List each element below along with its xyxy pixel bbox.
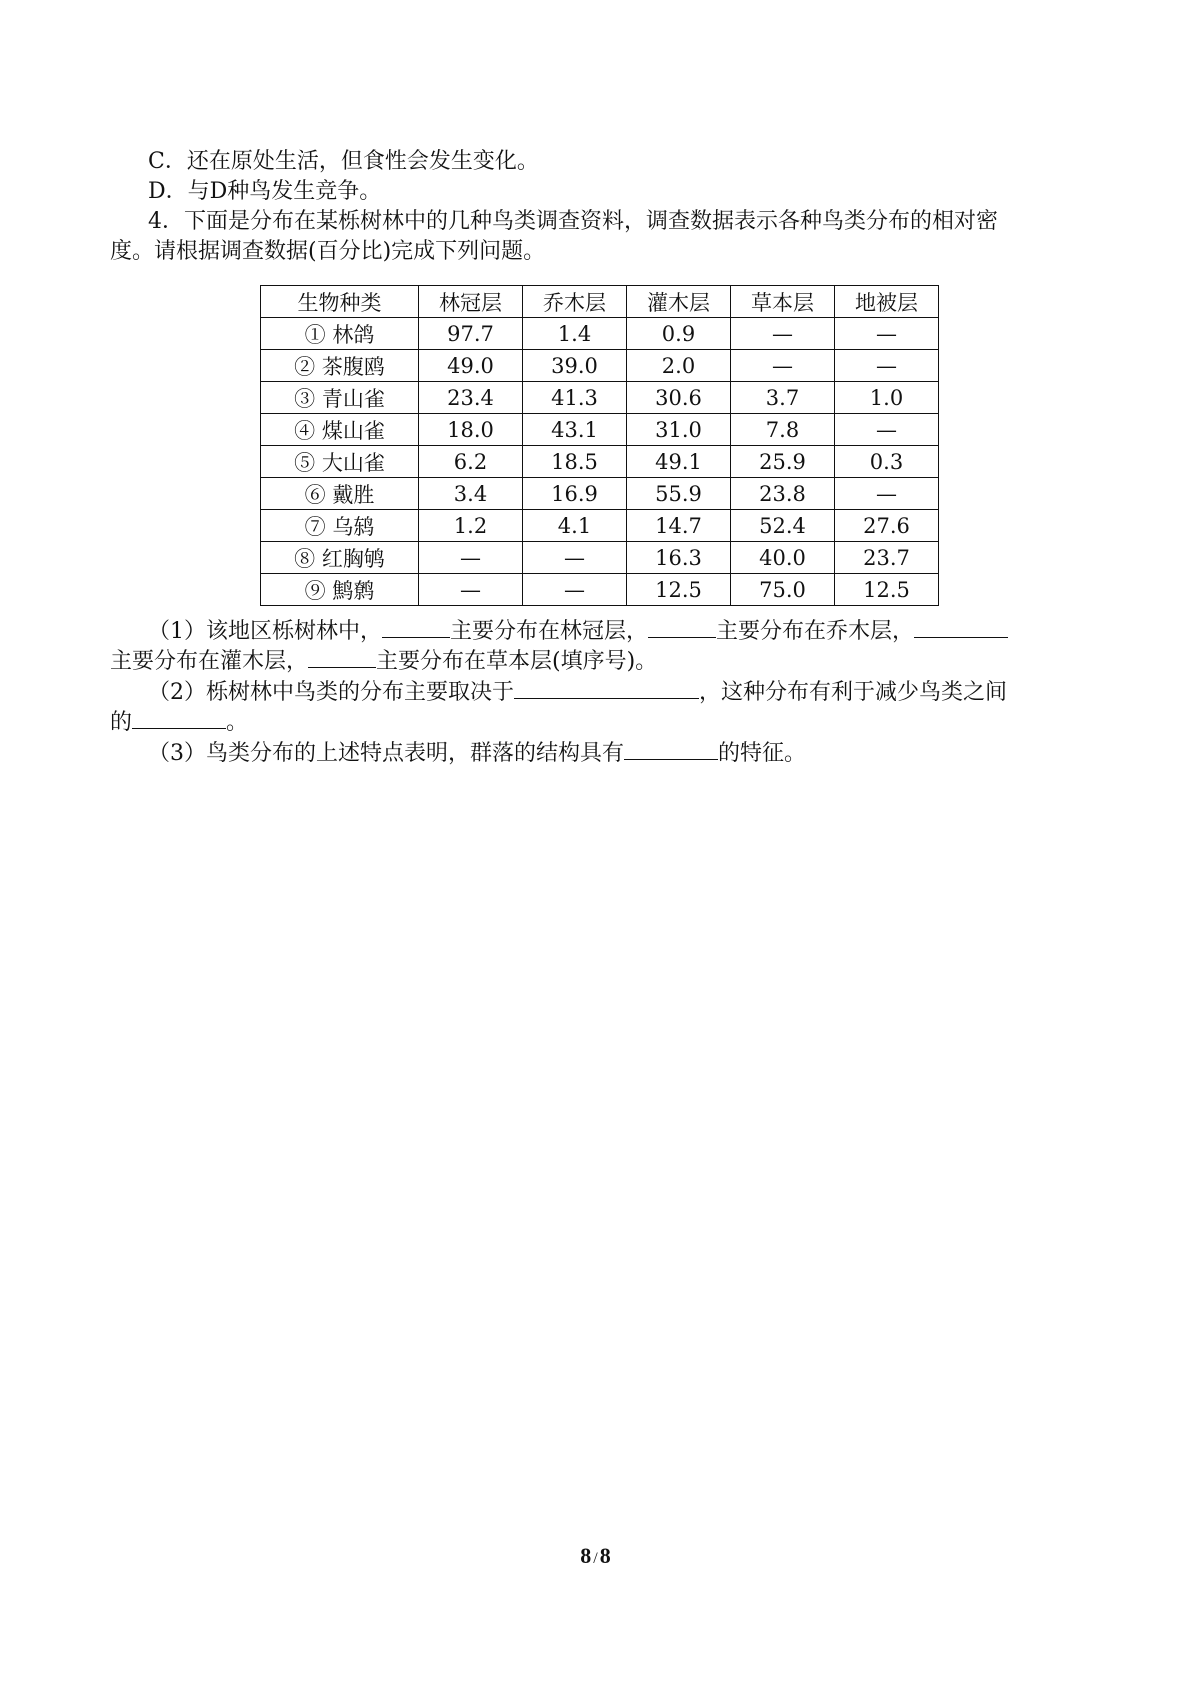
density-value-cell: 25.9 [731, 446, 835, 478]
density-value-cell: 3.4 [419, 478, 523, 510]
density-value-cell: 0.9 [627, 318, 731, 350]
table-header-cell: 乔木层 [523, 286, 627, 318]
answer-blank[interactable] [308, 645, 376, 668]
table-row [261, 318, 939, 350]
density-value-cell: 27.6 [835, 510, 939, 542]
table-row [261, 414, 939, 446]
answer-blank[interactable] [382, 615, 450, 638]
density-value-cell: 7.8 [731, 414, 835, 446]
question-4-intro-line2: 度。请根据调查数据(百分比)完成下列问题。 [110, 239, 546, 264]
density-value-cell: 23.7 [835, 542, 939, 574]
density-value-cell: 23.8 [731, 478, 835, 510]
density-value-cell: — [419, 542, 523, 574]
subquestion-1-line1 [148, 615, 1008, 647]
subq2-text-b: ，这种分布有利于减少鸟类之间 [699, 680, 1008, 705]
subq1-text-b: 主要分布在林冠层， [450, 619, 649, 644]
question-4-intro-line1: 4．下面是分布在某栎树林中的几种鸟类调查资料，调查数据表示各种鸟类分布的相对密 [148, 209, 998, 234]
density-value-cell: 16.9 [523, 478, 627, 510]
subq2-text-a: （2）栎树林中鸟类的分布主要取决于 [148, 680, 514, 705]
subq2-text-c: 的 [110, 710, 133, 735]
option-c: C．还在原处生活，但食性会发生变化。 [148, 149, 539, 174]
density-value-cell: 12.5 [627, 574, 731, 606]
density-value-cell: 2.0 [627, 350, 731, 382]
table-header-cell: 草本层 [731, 286, 835, 318]
species-name-cell: ③ 青山雀 [261, 382, 419, 414]
table-row [261, 510, 939, 542]
density-value-cell: 49.1 [627, 446, 731, 478]
density-value-cell: 30.6 [627, 382, 731, 414]
density-value-cell: 18.5 [523, 446, 627, 478]
density-value-cell: 43.1 [523, 414, 627, 446]
page-separator: / [593, 1550, 598, 1567]
density-value-cell: 1.0 [835, 382, 939, 414]
density-value-cell: 23.4 [419, 382, 523, 414]
density-value-cell: 41.3 [523, 382, 627, 414]
density-value-cell: 1.2 [419, 510, 523, 542]
density-value-cell: — [523, 542, 627, 574]
page-number [0, 1543, 1191, 1569]
species-name-cell: ⑨ 鹪鹩 [261, 574, 419, 606]
bird-distribution-table [260, 285, 939, 606]
option-d: D．与D种鸟发生竞争。 [148, 179, 382, 204]
species-name-cell: ④ 煤山雀 [261, 414, 419, 446]
density-value-cell: 49.0 [419, 350, 523, 382]
table-row [261, 574, 939, 606]
subq1-text-a: （1）该地区栎树林中， [148, 619, 382, 644]
density-value-cell: 52.4 [731, 510, 835, 542]
species-name-cell: ⑥ 戴胜 [261, 478, 419, 510]
density-value-cell: 31.0 [627, 414, 731, 446]
table-header-row [261, 286, 939, 318]
species-name-cell: ⑦ 乌鸫 [261, 510, 419, 542]
answer-blank[interactable] [624, 737, 718, 760]
density-value-cell: 97.7 [419, 318, 523, 350]
species-name-cell: ⑤ 大山雀 [261, 446, 419, 478]
subq2-text-d: 。 [226, 710, 249, 735]
density-value-cell: 55.9 [627, 478, 731, 510]
density-value-cell: 3.7 [731, 382, 835, 414]
answer-blank[interactable] [132, 706, 226, 729]
table-header-cell: 地被层 [835, 286, 939, 318]
subq1-text-e: 主要分布在草本层(填序号)。 [376, 649, 658, 674]
species-name-cell: ⑧ 红胸鸲 [261, 542, 419, 574]
density-value-cell: 40.0 [731, 542, 835, 574]
table-row [261, 446, 939, 478]
subquestion-2-line1 [148, 676, 1007, 708]
density-value-cell: 16.3 [627, 542, 731, 574]
density-value-cell: — [835, 350, 939, 382]
density-value-cell: — [835, 318, 939, 350]
density-value-cell: — [419, 574, 523, 606]
density-value-cell: 0.3 [835, 446, 939, 478]
table-header-cell: 生物种类 [261, 286, 419, 318]
density-value-cell: 14.7 [627, 510, 731, 542]
density-value-cell: 12.5 [835, 574, 939, 606]
density-value-cell: 39.0 [523, 350, 627, 382]
answer-blank[interactable] [914, 615, 1008, 638]
table-row [261, 542, 939, 574]
table-body [261, 318, 939, 606]
density-value-cell: — [731, 350, 835, 382]
density-value-cell: 1.4 [523, 318, 627, 350]
density-value-cell: 75.0 [731, 574, 835, 606]
table-row [261, 478, 939, 510]
density-value-cell: — [731, 318, 835, 350]
density-value-cell: 6.2 [419, 446, 523, 478]
subquestion-2-line2 [110, 706, 248, 738]
density-value-cell: 4.1 [523, 510, 627, 542]
subquestion-3-line [148, 737, 806, 769]
density-value-cell: — [523, 574, 627, 606]
table-header-cell: 灌木层 [627, 286, 731, 318]
answer-blank[interactable] [514, 676, 699, 699]
species-name-cell: ② 茶腹鸥 [261, 350, 419, 382]
density-value-cell: 18.0 [419, 414, 523, 446]
subq1-text-d: 主要分布在灌木层， [110, 649, 309, 674]
page-total: 8 [599, 1543, 611, 1568]
table-header-cell: 林冠层 [419, 286, 523, 318]
density-value-cell: — [835, 414, 939, 446]
table-row [261, 382, 939, 414]
density-value-cell: — [835, 478, 939, 510]
answer-blank[interactable] [648, 615, 716, 638]
page-current: 8 [580, 1543, 592, 1568]
species-name-cell: ① 林鸽 [261, 318, 419, 350]
subq3-text-b: 的特征。 [718, 741, 807, 766]
subquestion-1-line2 [110, 645, 657, 677]
subq1-text-c: 主要分布在乔木层， [716, 619, 915, 644]
table-row [261, 350, 939, 382]
subq3-text-a: （3）鸟类分布的上述特点表明，群落的结构具有 [148, 741, 624, 766]
